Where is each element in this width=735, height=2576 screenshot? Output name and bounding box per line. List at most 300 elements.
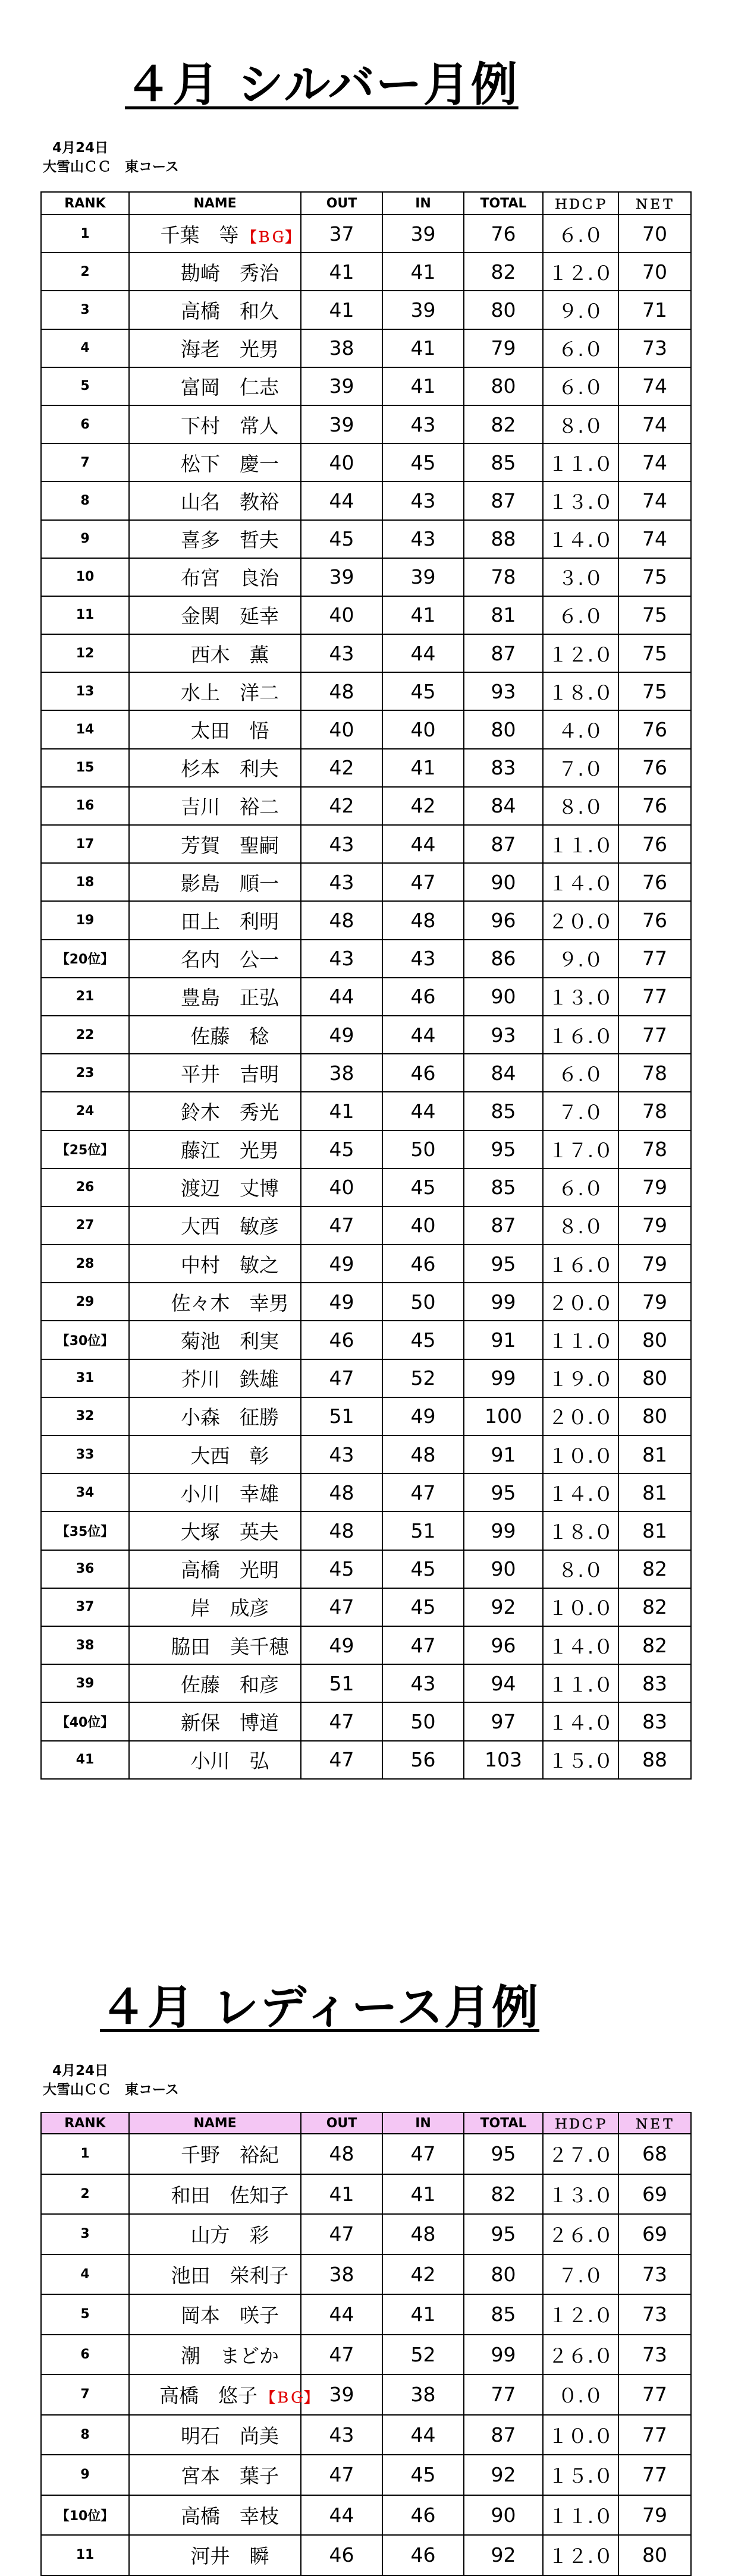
col-rank-header: RANK — [41, 192, 129, 215]
cell-name — [129, 1397, 301, 1435]
cell-name — [129, 978, 301, 1016]
player-name: 芳賀 聖嗣 — [181, 833, 279, 857]
cell-hdcp: ７.０ — [543, 749, 618, 787]
table-row — [41, 940, 691, 978]
cell-name — [129, 2455, 301, 2495]
cell-out: 41 — [301, 291, 382, 329]
cell-out: 41 — [301, 253, 382, 291]
cell-total: 95 — [464, 1473, 543, 1511]
cell-hdcp: １４.０ — [543, 520, 618, 558]
cell-net: 70 — [618, 215, 691, 253]
cell-hdcp: １２.０ — [543, 253, 618, 291]
cell-hdcp: ２０.０ — [543, 1397, 618, 1435]
cell-net: 75 — [618, 596, 691, 634]
cell-hdcp: １３.０ — [543, 978, 618, 1016]
table-row — [41, 2495, 691, 2536]
cell-out: 47 — [301, 2455, 382, 2495]
table-row — [41, 901, 691, 939]
cell-net: 88 — [618, 1741, 691, 1779]
col-total-header: TOTAL — [464, 2112, 543, 2134]
cell-net: 78 — [618, 1054, 691, 1092]
cell-total: 82 — [464, 405, 543, 443]
cell-net: 82 — [618, 1550, 691, 1588]
cell-rank: 7 — [41, 443, 129, 481]
cell-out: 43 — [301, 2415, 382, 2455]
cell-in: 42 — [382, 2254, 464, 2295]
cell-in: 43 — [382, 520, 464, 558]
table-row — [41, 1245, 691, 1283]
cell-hdcp: １１.０ — [543, 825, 618, 863]
cell-rank: 21 — [41, 978, 129, 1016]
cell-total: 82 — [464, 253, 543, 291]
cell-out: 39 — [301, 405, 382, 443]
cell-name — [129, 787, 301, 825]
cell-in: 44 — [382, 825, 464, 863]
cell-out: 45 — [301, 520, 382, 558]
cell-out: 42 — [301, 787, 382, 825]
table-row — [41, 863, 691, 901]
cell-net: 78 — [618, 1130, 691, 1169]
cell-rank: 16 — [41, 787, 129, 825]
table-header-row — [41, 192, 691, 215]
cell-net: 80 — [618, 2535, 691, 2575]
cell-net: 74 — [618, 520, 691, 558]
cell-rank: 29 — [41, 1283, 129, 1321]
cell-net: 83 — [618, 1702, 691, 1740]
cell-in: 50 — [382, 1283, 464, 1321]
cell-in: 45 — [382, 443, 464, 481]
cell-net: 75 — [618, 634, 691, 672]
cell-name — [129, 1054, 301, 1092]
cell-in: 47 — [382, 1626, 464, 1664]
cell-rank: 10 — [41, 558, 129, 596]
cell-in: 45 — [382, 1588, 464, 1626]
cell-in: 42 — [382, 787, 464, 825]
cell-hdcp: １６.０ — [543, 1245, 618, 1283]
cell-hdcp: １１.０ — [543, 1321, 618, 1359]
cell-total: 77 — [464, 2375, 543, 2415]
cell-in: 41 — [382, 749, 464, 787]
cell-rank: 15 — [41, 749, 129, 787]
cell-in: 51 — [382, 1511, 464, 1550]
cell-in: 44 — [382, 1016, 464, 1054]
cell-in: 40 — [382, 1207, 464, 1245]
cell-rank: 9 — [41, 520, 129, 558]
cell-name — [129, 634, 301, 672]
cell-hdcp: １８.０ — [543, 672, 618, 710]
cell-out: 37 — [301, 215, 382, 253]
cell-out: 51 — [301, 1397, 382, 1435]
cell-out: 47 — [301, 1359, 382, 1397]
cell-out: 49 — [301, 1016, 382, 1054]
cell-in: 48 — [382, 901, 464, 939]
cell-net: 74 — [618, 405, 691, 443]
player-name: 喜多 哲夫 — [181, 528, 279, 552]
cell-name — [129, 1702, 301, 1740]
cell-name — [129, 2495, 301, 2536]
table-row — [41, 1016, 691, 1054]
table-row — [41, 825, 691, 863]
cell-in: 48 — [382, 2214, 464, 2254]
cell-name — [129, 1283, 301, 1321]
cell-out: 40 — [301, 1169, 382, 1207]
event-date: 4月24日 — [52, 140, 109, 156]
table-row — [41, 710, 691, 748]
cell-in: 43 — [382, 1664, 464, 1702]
cell-name — [129, 215, 301, 253]
cell-net: 76 — [618, 749, 691, 787]
cell-in: 40 — [382, 710, 464, 748]
cell-rank: 17 — [41, 825, 129, 863]
player-name: 杉本 利夫 — [181, 757, 279, 781]
player-name: 千葉 等 — [160, 223, 239, 247]
cell-net: 82 — [618, 1626, 691, 1664]
cell-hdcp: ２６.０ — [543, 2214, 618, 2254]
cell-net: 80 — [618, 1321, 691, 1359]
cell-in: 50 — [382, 1702, 464, 1740]
cell-net: 80 — [618, 1359, 691, 1397]
table-row — [41, 1664, 691, 1702]
cell-rank: 23 — [41, 1054, 129, 1092]
player-name: 水上 洋二 — [181, 681, 279, 704]
cell-hdcp: ６.０ — [543, 596, 618, 634]
table-row — [41, 2415, 691, 2455]
table-row — [41, 1321, 691, 1359]
cell-hdcp: ２６.０ — [543, 2335, 618, 2375]
cell-hdcp: １１.０ — [543, 2495, 618, 2536]
cell-rank: 2 — [41, 2174, 129, 2215]
table-row — [41, 1207, 691, 1245]
player-name: 潮 まどか — [181, 2344, 279, 2367]
table-row — [41, 1511, 691, 1550]
cell-hdcp: １０.０ — [543, 1588, 618, 1626]
col-hdcp-header: ＨＤＣＰ — [543, 2112, 618, 2134]
cell-net: 76 — [618, 825, 691, 863]
player-name: 河井 瞬 — [190, 2544, 269, 2568]
cell-out: 43 — [301, 940, 382, 978]
player-name: 渡辺 丈博 — [181, 1177, 279, 1201]
cell-name — [129, 1169, 301, 1207]
cell-hdcp: １０.０ — [543, 2415, 618, 2455]
cell-out: 43 — [301, 1435, 382, 1473]
cell-name — [129, 749, 301, 787]
player-name: 脇田 美千穂 — [171, 1635, 289, 1658]
cell-out: 48 — [301, 2134, 382, 2174]
cell-out: 41 — [301, 2174, 382, 2215]
cell-rank: 8 — [41, 2415, 129, 2455]
cell-total: 99 — [464, 2335, 543, 2375]
cell-in: 52 — [382, 1359, 464, 1397]
cell-out: 41 — [301, 1092, 382, 1130]
cell-rank: 【40位】 — [41, 1702, 129, 1740]
bg-badge: 【ＢＧ】 — [242, 228, 300, 245]
cell-out: 49 — [301, 1283, 382, 1321]
cell-net: 77 — [618, 1016, 691, 1054]
cell-total: 103 — [464, 1741, 543, 1779]
cell-out: 40 — [301, 443, 382, 481]
cell-out: 47 — [301, 2214, 382, 2254]
cell-net: 76 — [618, 863, 691, 901]
cell-out: 43 — [301, 825, 382, 863]
page-title: ４月 レディース月例 — [100, 1981, 540, 2035]
cell-net: 74 — [618, 367, 691, 405]
cell-total: 92 — [464, 2455, 543, 2495]
cell-in: 48 — [382, 1435, 464, 1473]
cell-rank: 12 — [41, 634, 129, 672]
col-hdcp-header: ＨＤＣＰ — [543, 192, 618, 215]
cell-total: 84 — [464, 1054, 543, 1092]
cell-out: 38 — [301, 329, 382, 367]
bg-badge: 【ＢＧ】 — [261, 2389, 318, 2407]
cell-rank: 18 — [41, 863, 129, 901]
cell-out: 44 — [301, 481, 382, 519]
cell-name — [129, 367, 301, 405]
cell-total: 93 — [464, 1016, 543, 1054]
col-in-header: IN — [382, 192, 464, 215]
cell-hdcp: ７.０ — [543, 2254, 618, 2295]
cell-name — [129, 405, 301, 443]
cell-rank: 38 — [41, 1626, 129, 1664]
cell-total: 96 — [464, 901, 543, 939]
cell-total: 81 — [464, 596, 543, 634]
cell-rank: 1 — [41, 2134, 129, 2174]
cell-hdcp: ６.０ — [543, 1054, 618, 1092]
event-date: 4月24日 — [52, 2063, 109, 2079]
cell-total: 87 — [464, 825, 543, 863]
player-name: 影島 順一 — [181, 871, 279, 895]
cell-in: 46 — [382, 978, 464, 1016]
cell-in: 41 — [382, 596, 464, 634]
table-row — [41, 1550, 691, 1588]
cell-net: 77 — [618, 2455, 691, 2495]
cell-in: 39 — [382, 291, 464, 329]
table-row — [41, 481, 691, 519]
cell-total: 85 — [464, 1169, 543, 1207]
cell-in: 43 — [382, 481, 464, 519]
cell-total: 95 — [464, 1245, 543, 1283]
player-name: 佐々木 幸男 — [171, 1291, 289, 1315]
cell-rank: 28 — [41, 1245, 129, 1283]
cell-out: 48 — [301, 1473, 382, 1511]
cell-rank: 6 — [41, 405, 129, 443]
table-row — [41, 672, 691, 710]
cell-net: 69 — [618, 2174, 691, 2215]
cell-name — [129, 558, 301, 596]
cell-in: 56 — [382, 1741, 464, 1779]
cell-hdcp: １４.０ — [543, 863, 618, 901]
cell-hdcp: １８.０ — [543, 1511, 618, 1550]
table-row — [41, 2455, 691, 2495]
cell-in: 43 — [382, 940, 464, 978]
cell-name — [129, 520, 301, 558]
cell-net: 77 — [618, 2375, 691, 2415]
cell-rank: 24 — [41, 1092, 129, 1130]
cell-rank: 22 — [41, 1016, 129, 1054]
cell-total: 87 — [464, 481, 543, 519]
cell-out: 44 — [301, 2495, 382, 2536]
cell-total: 80 — [464, 2254, 543, 2295]
cell-rank: 37 — [41, 1588, 129, 1626]
cell-out: 39 — [301, 367, 382, 405]
table-row — [41, 2214, 691, 2254]
cell-in: 41 — [382, 2294, 464, 2335]
cell-hdcp: １４.０ — [543, 1473, 618, 1511]
cell-out: 39 — [301, 2375, 382, 2415]
col-net-header: ＮＥＴ — [618, 192, 691, 215]
cell-total: 96 — [464, 1626, 543, 1664]
cell-name — [129, 2254, 301, 2295]
player-name: 岸 成彦 — [190, 1596, 269, 1620]
cell-total: 90 — [464, 863, 543, 901]
table-row — [41, 1283, 691, 1321]
table-row — [41, 2134, 691, 2174]
cell-in: 50 — [382, 1130, 464, 1169]
table-row — [41, 215, 691, 253]
cell-out: 44 — [301, 2294, 382, 2335]
cell-rank: 13 — [41, 672, 129, 710]
cell-total: 87 — [464, 1207, 543, 1245]
table-row — [41, 2294, 691, 2335]
table-row — [41, 2335, 691, 2375]
cell-out: 38 — [301, 2254, 382, 2295]
player-name: 名内 公一 — [181, 948, 279, 972]
cell-name — [129, 1130, 301, 1169]
cell-total: 80 — [464, 291, 543, 329]
cell-total: 84 — [464, 787, 543, 825]
cell-rank: 34 — [41, 1473, 129, 1511]
cell-out: 45 — [301, 1550, 382, 1588]
cell-hdcp: ７.０ — [543, 1092, 618, 1130]
cell-net: 81 — [618, 1511, 691, 1550]
cell-out: 47 — [301, 1207, 382, 1245]
player-name: 菊池 利実 — [181, 1330, 279, 1353]
cell-total: 95 — [464, 2214, 543, 2254]
cell-total: 80 — [464, 367, 543, 405]
cell-name — [129, 1321, 301, 1359]
cell-net: 73 — [618, 329, 691, 367]
cell-total: 85 — [464, 2294, 543, 2335]
player-name: 平井 吉明 — [181, 1062, 279, 1086]
player-name: 鈴木 秀光 — [181, 1100, 279, 1124]
cell-out: 39 — [301, 558, 382, 596]
cell-name — [129, 1626, 301, 1664]
player-name: 下村 常人 — [181, 414, 279, 437]
cell-out: 49 — [301, 1245, 382, 1283]
table-row — [41, 596, 691, 634]
table-row — [41, 1473, 691, 1511]
cell-hdcp: ２７.０ — [543, 2134, 618, 2174]
cell-net: 79 — [618, 1245, 691, 1283]
cell-name — [129, 1550, 301, 1588]
cell-net: 80 — [618, 1397, 691, 1435]
table-row — [41, 367, 691, 405]
table-row — [41, 1435, 691, 1473]
cell-hdcp: ８.０ — [543, 1550, 618, 1588]
player-name: 小森 征勝 — [181, 1406, 279, 1429]
cell-name — [129, 1473, 301, 1511]
cell-total: 90 — [464, 1550, 543, 1588]
cell-hdcp: ０.０ — [543, 2375, 618, 2415]
player-name: 田上 利明 — [181, 909, 279, 933]
player-name: 豊島 正弘 — [181, 986, 279, 1010]
cell-rank: 4 — [41, 329, 129, 367]
cell-rank: 31 — [41, 1359, 129, 1397]
cell-rank: 36 — [41, 1550, 129, 1588]
cell-name — [129, 253, 301, 291]
cell-name — [129, 1207, 301, 1245]
cell-hdcp: ２０.０ — [543, 1283, 618, 1321]
cell-net: 73 — [618, 2294, 691, 2335]
cell-total: 80 — [464, 710, 543, 748]
cell-rank: 3 — [41, 2214, 129, 2254]
cell-net: 79 — [618, 1283, 691, 1321]
cell-net: 77 — [618, 2415, 691, 2455]
table-row — [41, 520, 691, 558]
player-name: 小川 弘 — [190, 1749, 269, 1773]
table-row — [41, 978, 691, 1016]
cell-out: 45 — [301, 1130, 382, 1169]
player-name: 高橋 悠子 — [159, 2384, 257, 2408]
cell-rank: 5 — [41, 2294, 129, 2335]
cell-net: 70 — [618, 253, 691, 291]
table-header-row — [41, 2112, 691, 2134]
cell-in: 47 — [382, 863, 464, 901]
cell-rank: 9 — [41, 2455, 129, 2495]
cell-name — [129, 2134, 301, 2174]
player-name: 松下 慶一 — [181, 452, 279, 475]
cell-name — [129, 1359, 301, 1397]
col-name-header: NAME — [129, 2112, 301, 2134]
cell-name — [129, 596, 301, 634]
cell-hdcp: １０.０ — [543, 1435, 618, 1473]
table-row — [41, 1130, 691, 1169]
cell-name — [129, 1435, 301, 1473]
cell-net: 69 — [618, 2214, 691, 2254]
cell-in: 52 — [382, 2335, 464, 2375]
cell-total: 91 — [464, 1435, 543, 1473]
cell-rank: 【35位】 — [41, 1511, 129, 1550]
player-name: 明石 尚美 — [181, 2424, 279, 2448]
player-name: 吉川 裕二 — [181, 795, 279, 819]
col-rank-header: RANK — [41, 2112, 129, 2134]
cell-name — [129, 825, 301, 863]
cell-hdcp: １５.０ — [543, 1741, 618, 1779]
cell-name — [129, 291, 301, 329]
cell-in: 44 — [382, 2415, 464, 2455]
cell-in: 39 — [382, 558, 464, 596]
cell-total: 86 — [464, 940, 543, 978]
player-name: 大西 敏彦 — [181, 1215, 279, 1239]
cell-rank: 【10位】 — [41, 2495, 129, 2536]
player-name: 太田 悟 — [190, 719, 269, 743]
cell-rank: 【25位】 — [41, 1130, 129, 1169]
cell-net: 79 — [618, 1169, 691, 1207]
cell-total: 87 — [464, 634, 543, 672]
cell-rank: 32 — [41, 1397, 129, 1435]
cell-name — [129, 901, 301, 939]
cell-in: 47 — [382, 1473, 464, 1511]
cell-total: 88 — [464, 520, 543, 558]
cell-total: 94 — [464, 1664, 543, 1702]
cell-hdcp: １２.０ — [543, 2294, 618, 2335]
cell-total: 91 — [464, 1321, 543, 1359]
cell-in: 43 — [382, 405, 464, 443]
cell-total: 95 — [464, 1130, 543, 1169]
player-name: 高橋 幸枝 — [181, 2504, 279, 2528]
cell-in: 41 — [382, 329, 464, 367]
player-name: 新保 博道 — [181, 1711, 279, 1734]
cell-hdcp: ９.０ — [543, 940, 618, 978]
